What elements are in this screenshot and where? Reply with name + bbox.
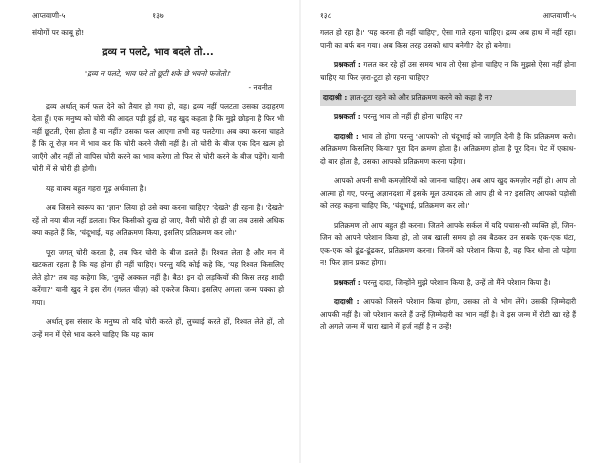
left-page-number: १३७ bbox=[152, 11, 164, 20]
right-paragraph-1: गलत हो रहा है।' 'यह करना ही नहीं चाहिए', ऐसा गाते रहना चाहिए। द्रव्य अब हाथ में नहीं रहा। पानी का बर्फ बन गया। अब किस तरह उसको धाप बनेगी? देर हो बनेगा। bbox=[320, 28, 576, 50]
question-3 bbox=[320, 277, 576, 290]
section-heading: द्रव्य न पलटे, भाव बदले तो... bbox=[102, 46, 214, 58]
answer-3-text: आपको जिसने परेशान किया होगा, उसका तो वे भोग लेंगे। उसकी ज़िम्मेदारी आपकी नहीं है। जो परेशान करते हैं उन्हें ज़िम्मेदारी का भान नहीं है। वे इस जन्म में रोटी खा रहे हैं तो अगले जन्म में चारा खाने में हर्ज नहीं है न उन्हें! bbox=[320, 297, 576, 331]
dadashri-highlight bbox=[320, 90, 576, 106]
question-1 bbox=[320, 59, 576, 84]
answer-3-speaker: दादाश्री : bbox=[334, 297, 360, 306]
answer-2 bbox=[320, 131, 576, 169]
right-header-title: आप्तवाणी-५ bbox=[542, 11, 576, 20]
right-paragraph-3: प्रतिक्रमण तो आप बहुत ही करना। जितने आपके सर्कल में यदि पचास-सौ व्यक्ति हों, जिन-जिन को आपने परेशान किया हो, तो जब खाली समय हो तब बैठकर उन सबके एक-एक घंटा, एक-एक को ढूंढ-ढूंढकर, प्रतिक्रमण करना। जिनमें को परेशान किया है, वह फिर धोना तो पड़ेगा न! फिर ज्ञान प्रकट होगा। bbox=[320, 220, 576, 267]
left-paragraph-4: पूरा जगत् चोरी करता है, तब फिर चोरी के बीज डलते हैं। रिश्वत लेता है और मन में खटकता रहता है कि यह होना ही नहीं चाहिए। परन्तु यदि कोई कहे कि, 'यह रिश्वत किसलिए लेते हो?' तब वह कहेगा कि, 'तुम्हें अक्कल नहीं है। बैठ! इन दो लड़कियों की किस तरह शादी करेंगा?' यानी खुद ने इस रोंग (गलत चीज़) को एकरेज किया। इसलिए अगला जन्म पक्का हो गया। bbox=[32, 247, 284, 307]
dadashri-label: दादाश्री : bbox=[323, 93, 348, 102]
answer-2-text: भाव तो होगा परन्तु 'आपको' तो चंदूभाई को जागृति देनी है कि प्रतिक्रमण करो। अतिक्रमण किसलिए किया? पूरा दिन क्रमण होता है। अतिक्रमण होता है पूर दिन। पेट में एकाध-दो बार होता है, उसका आपको प्रतिक्रमण करना पड़ेगा। bbox=[320, 131, 576, 166]
left-opening-line: संयोगों पर काबू हो! bbox=[32, 28, 85, 37]
left-paragraph-2: यह वाक्य बहुत गहरा गूढ़ अर्थवाला है। bbox=[46, 183, 147, 193]
answer-3 bbox=[320, 296, 576, 334]
question-2 bbox=[320, 111, 576, 124]
section-quote: 'द्रव्य न पलटे, भाव फरे तो छूटी शके छे भवनो फजेतो।' bbox=[85, 68, 231, 78]
question-2-text: परन्तु भाव तो नहीं ही होना चाहिए न? bbox=[363, 112, 463, 121]
left-paragraph-1: द्रव्य अर्थात् कर्म फल देने को तैयार हो गया हो, वह। द्रव्य नहीं पलटता उसका उदाहरण देता हूँ। एक मनुष्य को चोरी की आदत पड़ी हुई हो, वह खुद कहता है कि मुझे छोड़ना है फिर भी नहीं छूटती, ऐसा होता है या नहीं? उसका फल आएगा तभी वह पलटेगा। अब क्या करना चाहते हैं कि तू रोज़ मन में भाव कर कि चोरी करने जैसी नहीं है। तो चोरी के बीज एक दिन खत्म हो जाएँगे और नहीं तो वापिस चोरी करने का भाव करेगा तो फिर से चोरी करने के बीज पड़ेंगे। यानी चोरी में से चोरी ही होगी। bbox=[32, 101, 284, 173]
question-3-speaker: प्रश्नकर्ता : bbox=[334, 277, 361, 287]
left-page-header bbox=[32, 9, 284, 25]
right-page-header bbox=[320, 9, 576, 25]
answer-2-speaker: दादाश्री : bbox=[334, 131, 359, 141]
right-page bbox=[300, 0, 600, 463]
dadashri-highlight-text: ज्ञात-टूटा रहने को और प्रतिक्रमण करने को कहा है न? bbox=[349, 93, 493, 102]
right-paragraph-2: आपको अपनी सभी कमज़ोरियों को जानना चाहिए। अब आप खुद कमज़ोर नहीं हो। आप तो आत्मा हो गए, परन्तु अज्ञानदशा में इसके मूल उत्पादक तो आप ही थे न? इसलिए आपको पड़ोसी को तरह कहना चाहिए कि, 'चंदूभाई, प्रतिक्रमण कर लो।' bbox=[320, 176, 576, 210]
quote-attribution: - नवनीत bbox=[248, 82, 272, 92]
question-3-text: परन्तु दादा, जिन्होंने मुझे परेशान किया है, उन्हें तो मैंने परेशान किया है। bbox=[363, 277, 551, 287]
question-2-speaker: प्रश्नकर्ता : bbox=[334, 112, 361, 121]
left-paragraph-5: अर्थात् इस संसार के मनुष्य तो यदि चोरी करते हों, लुच्चाई करते हों, रिश्वत लेते हों, तो उन्हें मन में ऐसे भाव करने चाहिए कि यह काम bbox=[32, 317, 284, 339]
question-1-text: गलत कर रहे हों उस समय भाव तो ऐसा होना चाहिए न कि मुझसे ऐसा नहीं होना चाहिए या फिर ज़रा-टूटा हो रहना चाहिए? bbox=[320, 60, 576, 82]
left-paragraph-3: अब जिसने स्वरूप का 'ज्ञान' लिया हो उसे क्या करना चाहिए? 'देखते' ही रहना है। 'देखते' रहें तो नया बीज नहीं डलता। फिर किसीको दुःख हो जाए, वैसी चोरी हो ही जा तब उससे अधिक क्या कहते हैं कि, 'चंदूभाई, यह अतिक्रमण किया, इसलिए प्रतिक्रमण कर लो।' bbox=[32, 203, 284, 237]
right-page-number: १३८ bbox=[320, 11, 332, 20]
left-header-title: आप्तवाणी-५ bbox=[32, 11, 66, 20]
question-1-speaker: प्रश्नकर्ता : bbox=[334, 60, 361, 69]
